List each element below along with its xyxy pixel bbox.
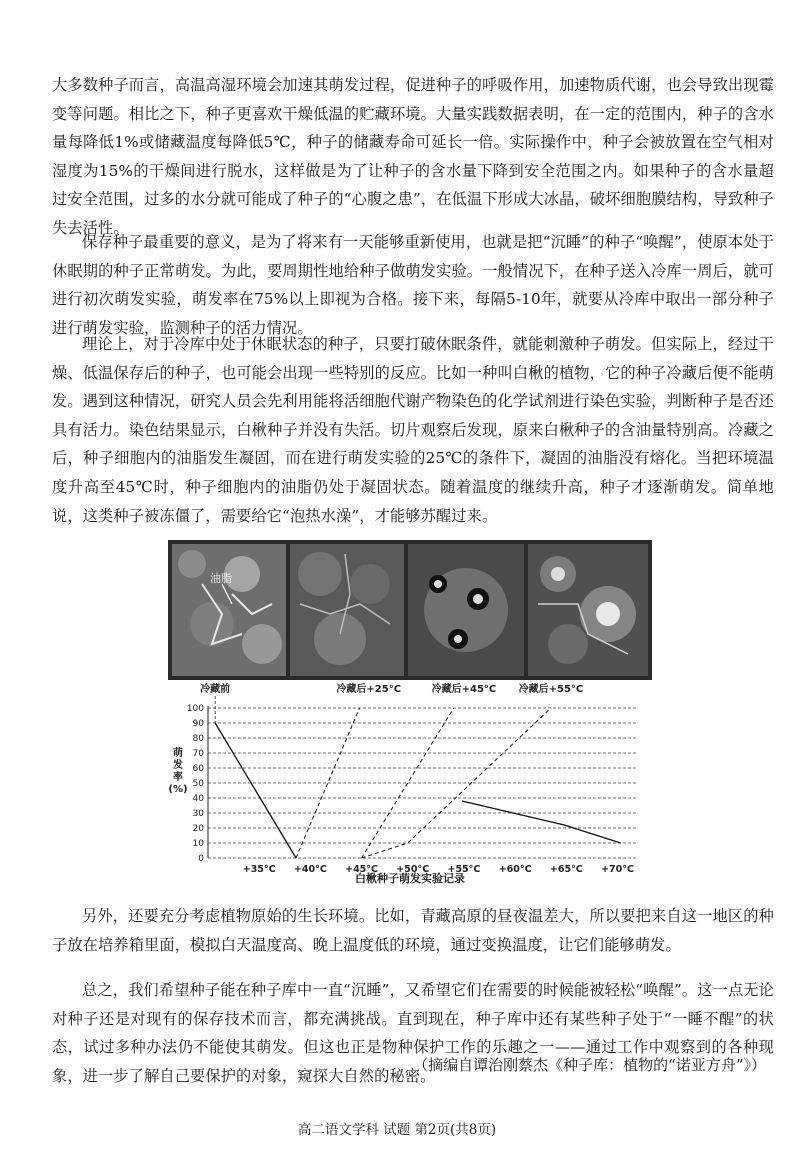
paragraph-4: 另外，还要充分考虑植物原始的生长环境。比如，青藏高原的昼夜温差大，所以要把来自这一地区的种子放在培养箱里面，模拟白天温度高、晚上温度低的环境，通过变换温度，让它们能够萌发。	[52, 907, 774, 954]
source-citation: （摘编自谭治刚蔡杰《种子库：植物的“诺亚方舟”》）	[413, 1056, 766, 1074]
y-axis-label: 发	[173, 760, 183, 771]
figure-caption: 白楸种子萌发实验记录	[355, 872, 465, 885]
y-tick-label: 60	[192, 764, 204, 774]
y-axis-label: (%)	[168, 784, 188, 795]
y-tick-label: 100	[186, 704, 204, 714]
x-tick-label: +65°C	[549, 864, 583, 875]
germination-figure	[168, 540, 652, 890]
stage-label: 冷藏后+45°C	[431, 684, 497, 695]
stage-label: 冷藏后+55°C	[518, 684, 584, 695]
y-tick-label: 80	[192, 734, 204, 744]
x-tick-label: +60°C	[498, 864, 532, 875]
y-tick-label: 10	[192, 839, 204, 849]
x-tick-label: +50°C	[396, 864, 430, 875]
micrograph-cold-25	[290, 544, 404, 676]
series-line-5	[462, 801, 621, 843]
micrograph-cold-45	[408, 544, 524, 676]
germination-chart	[168, 678, 652, 875]
y-axis-label: 萌	[173, 748, 183, 759]
oil-label: 油脂	[210, 572, 232, 585]
y-tick-label: 50	[192, 779, 204, 789]
header-fragment	[300, 0, 480, 12]
micrograph-cold-55	[528, 544, 648, 676]
x-tick-label: +70°C	[601, 864, 634, 875]
y-tick-label: 40	[192, 794, 204, 804]
stage-label: 冷藏后+25°C	[336, 684, 402, 695]
y-tick-label: 0	[198, 854, 204, 864]
page-footer: 高二语文学科 试题 第2页(共8页)	[297, 1122, 497, 1138]
y-axis-label: 率	[173, 772, 183, 783]
y-tick-label: 90	[192, 719, 204, 729]
micrograph-strip	[168, 540, 652, 680]
paragraph-2: 保存种子最重要的意义，是为了将来有一天能够重新使用，也就是把“沉睡”的种子“唤醒”，使原本处于休眠期的种子正常萌发。为此，要周期性地给种子做萌发实验。一般情况下，在种子送入冷库一周后，就可进行初次萌发实验，萌发率在75%以上即视为合格。接下来，每隔5-10年，就要从冷库中取出一部分种子进行萌发实验，监测种子的活力情况。	[52, 233, 774, 337]
y-tick-label: 70	[192, 749, 204, 759]
y-tick-label: 30	[192, 809, 204, 819]
x-tick-label: +40°C	[293, 864, 327, 875]
paragraph-1: 大多数种子而言，高温高湿环境会加速其萌发过程，促进种子的呼吸作用，加速物质代谢，也会导致出现霉变等问题。相比之下，种子更喜欢干燥低温的贮藏环境。大量实践数据表明，在一定的范围内，种子的含水量每降低1%或储藏温度每降低5℃，种子的储藏寿命可延长一倍。实际操作中，种子会被放置在空气相对湿度为15%的干燥间进行脱水，这样做是为了让种子的含水量下降到安全范围之内。如果种子的含水量超过安全范围，过多的水分就可能成了种子的“心腹之患”，在低温下形成大冰晶，破坏细胞膜结构，导致种子失去活性。	[52, 76, 774, 237]
micrograph-before-cold	[172, 544, 286, 676]
y-tick-label: 20	[192, 824, 204, 834]
stage-label: 冷藏前	[200, 684, 231, 695]
x-tick-label: +55°C	[447, 864, 481, 875]
x-tick-label: +45°C	[345, 864, 379, 875]
paragraph-5: 总之，我们希望种子能在种子库中一直“沉睡”，又希望它们在需要的时候能被轻松“唤醒”。这一点无论对种子还是对现有的保存技术而言，都充满挑战。直到现在，种子库中还有某些种子处于“一睡不醒”的状态，试过多种办法仍不能使其萌发。但这也正是物种保护工作的乐趣之一——通过工作中观察到的各种现象，进一步了解自己要保护的对象，窥探大自然的秘密。	[52, 981, 774, 1085]
series-line-1	[215, 723, 296, 858]
paragraph-3: 理论上，对于冷库中处于休眠状态的种子，只要打破休眠条件，就能刺激种子萌发。但实际上，经过干燥、低温保存后的种子，也可能会出现一些特别的反应。比如一种叫白楸的植物，它的种子冷藏后便不能萌发。遇到这种情况，研究人员会先利用能将活细胞代谢产物染色的化学试剂进行染色实验，判断种子是否还具有活力。染色结果显示，白楸种子并没有失活。切片观察后发现，原来白楸种子的含油量特别高。冷藏之后，种子细胞内的油脂发生凝固，而在进行萌发实验的25℃的条件下，凝固的油脂没有熔化。当把环境温度升高至45℃时，种子细胞内的油脂仍处于凝固状态。随着温度的继续升高，种子才逐渐萌发。简单地说，这类种子被冻僵了，需要给它“泡热水澡”，才能够苏醒过来。	[52, 335, 774, 525]
x-tick-label: +35°C	[242, 864, 276, 875]
